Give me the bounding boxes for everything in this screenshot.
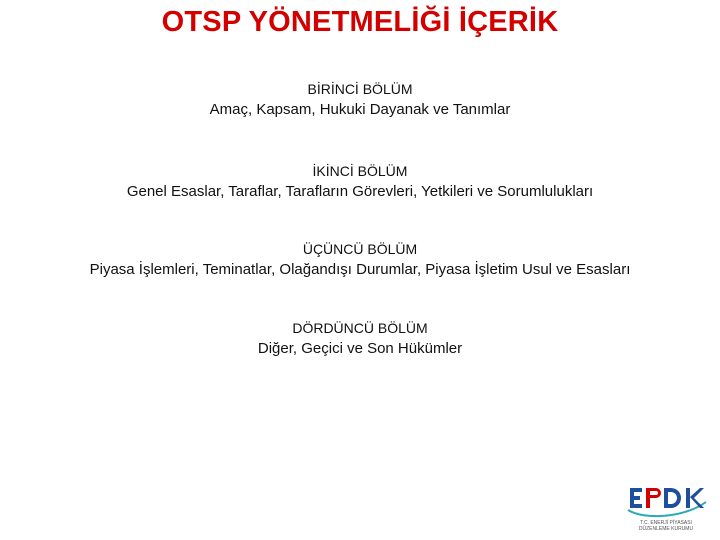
slide-title: OTSP YÖNETMELİĞİ İÇERİK <box>161 6 559 38</box>
section-2 <box>0 162 720 202</box>
section-heading: BİRİNCİ BÖLÜM <box>307 81 413 97</box>
section-heading: DÖRDÜNCÜ BÖLÜM <box>292 320 428 336</box>
section-3 <box>0 240 720 280</box>
section-4 <box>0 319 720 359</box>
logo-subtext-line2: DÜZENLEME KURUMU <box>638 526 694 532</box>
section-description: Amaç, Kapsam, Hukuki Dayanak ve Tanımlar <box>209 101 511 118</box>
section-description: Piyasa İşlemleri, Teminatlar, Olağandışı Durumlar, Piyasa İşletim Usul ve Esasları <box>89 261 631 278</box>
epdk-logo <box>624 480 708 532</box>
epdk-logo-mark <box>624 480 708 520</box>
section-heading: İKİNCİ BÖLÜM <box>312 163 408 179</box>
section-1 <box>0 80 720 120</box>
logo-subtext-line1: T.C. ENERJİ PİYASASI <box>640 520 692 526</box>
section-heading: ÜÇÜNCÜ BÖLÜM <box>302 241 418 257</box>
section-description: Diğer, Geçici ve Son Hükümler <box>257 340 463 357</box>
section-description: Genel Esaslar, Taraflar, Tarafların Görevleri, Yetkileri ve Sorumlulukları <box>126 183 594 200</box>
logo-subtext <box>624 520 708 532</box>
